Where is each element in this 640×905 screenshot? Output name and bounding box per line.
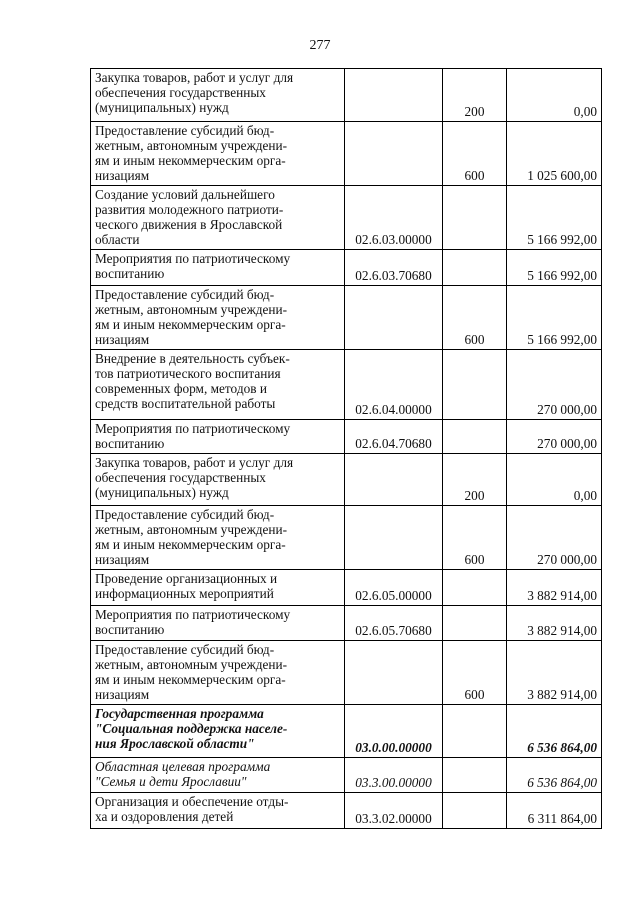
- row-expense-type: 600: [443, 506, 507, 570]
- row-code: 02.6.04.00000: [345, 350, 443, 420]
- row-expense-type: [443, 186, 507, 250]
- row-amount: 270 000,00: [507, 350, 602, 420]
- row-code: [345, 286, 443, 350]
- row-name: Предоставление субсидий бюд- жетным, автономным учреждени- ям и иным некоммерческим орга- низациям: [91, 506, 345, 570]
- row-code: 03.3.00.00000: [345, 758, 443, 793]
- row-name: Предоставление субсидий бюд- жетным, автономным учреждени- ям и иным некоммерческим орга- низациям: [91, 641, 345, 705]
- row-name: Мероприятия по патриотическому воспитанию: [91, 420, 345, 454]
- row-name: Государственная программа "Социальная поддержка населе- ния Ярославской области": [91, 705, 345, 758]
- row-code: [345, 122, 443, 186]
- row-name: Закупка товаров, работ и услуг для обеспечения государственных (муниципальных) нужд: [91, 69, 345, 122]
- row-amount: 1 025 600,00: [507, 122, 602, 186]
- row-amount: 6 536 864,00: [507, 705, 602, 758]
- row-amount: 270 000,00: [507, 420, 602, 454]
- row-expense-type: 200: [443, 454, 507, 506]
- table-row-subprogram: [91, 758, 602, 793]
- row-expense-type: 600: [443, 641, 507, 705]
- table-row: [91, 641, 602, 705]
- budget-table: [90, 68, 602, 829]
- table-row: [91, 793, 602, 829]
- row-expense-type: 600: [443, 286, 507, 350]
- row-amount: 5 166 992,00: [507, 286, 602, 350]
- row-expense-type: [443, 793, 507, 829]
- row-code: 02.6.05.70680: [345, 606, 443, 641]
- row-expense-type: [443, 350, 507, 420]
- table-row: [91, 454, 602, 506]
- row-name: Проведение организационных и информационных мероприятий: [91, 570, 345, 606]
- row-expense-type: [443, 570, 507, 606]
- row-name: Мероприятия по патриотическому воспитанию: [91, 606, 345, 641]
- row-amount: 6 536 864,00: [507, 758, 602, 793]
- row-code: [345, 69, 443, 122]
- row-amount: 0,00: [507, 454, 602, 506]
- row-name: Предоставление субсидий бюд- жетным, автономным учреждени- ям и иным некоммерческим орга- низациям: [91, 122, 345, 186]
- table-row: [91, 122, 602, 186]
- table-row: [91, 606, 602, 641]
- table-row: [91, 570, 602, 606]
- table-row: [91, 250, 602, 286]
- row-expense-type: [443, 758, 507, 793]
- table-row: [91, 286, 602, 350]
- row-name: Закупка товаров, работ и услуг для обеспечения государственных (муниципальных) нужд: [91, 454, 345, 506]
- row-code: 02.6.05.00000: [345, 570, 443, 606]
- row-expense-type: 600: [443, 122, 507, 186]
- row-expense-type: [443, 705, 507, 758]
- row-amount: 270 000,00: [507, 506, 602, 570]
- row-code: [345, 641, 443, 705]
- row-code: [345, 454, 443, 506]
- row-expense-type: [443, 606, 507, 641]
- row-amount: 5 166 992,00: [507, 186, 602, 250]
- row-name: Предоставление субсидий бюд- жетным, автономным учреждени- ям и иным некоммерческим орга- низациям: [91, 286, 345, 350]
- row-name: Областная целевая программа "Семья и дети Ярославии": [91, 758, 345, 793]
- table-row-program: [91, 705, 602, 758]
- row-amount: 6 311 864,00: [507, 793, 602, 829]
- row-name: Создание условий дальнейшего развития молодежного патриоти- ческого движения в Ярославской области: [91, 186, 345, 250]
- row-code: 03.0.00.00000: [345, 705, 443, 758]
- row-code: 02.6.04.70680: [345, 420, 443, 454]
- page-number: 277: [309, 38, 331, 53]
- table-row: [91, 506, 602, 570]
- row-code: 02.6.03.70680: [345, 250, 443, 286]
- table-row: [91, 350, 602, 420]
- row-amount: 3 882 914,00: [507, 606, 602, 641]
- row-amount: 5 166 992,00: [507, 250, 602, 286]
- table-row: [91, 69, 602, 122]
- row-name: Организация и обеспечение отды- ха и оздоровления детей: [91, 793, 345, 829]
- table-row: [91, 186, 602, 250]
- row-expense-type: [443, 250, 507, 286]
- row-amount: 3 882 914,00: [507, 641, 602, 705]
- row-code: 02.6.03.00000: [345, 186, 443, 250]
- row-expense-type: [443, 420, 507, 454]
- table-row: [91, 420, 602, 454]
- row-name: Мероприятия по патриотическому воспитанию: [91, 250, 345, 286]
- row-amount: 0,00: [507, 69, 602, 122]
- row-name: Внедрение в деятельность субъек- тов патриотического воспитания современных форм, методов и средств воспитательной работы: [91, 350, 345, 420]
- row-code: 03.3.02.00000: [345, 793, 443, 829]
- row-code: [345, 506, 443, 570]
- row-expense-type: 200: [443, 69, 507, 122]
- row-amount: 3 882 914,00: [507, 570, 602, 606]
